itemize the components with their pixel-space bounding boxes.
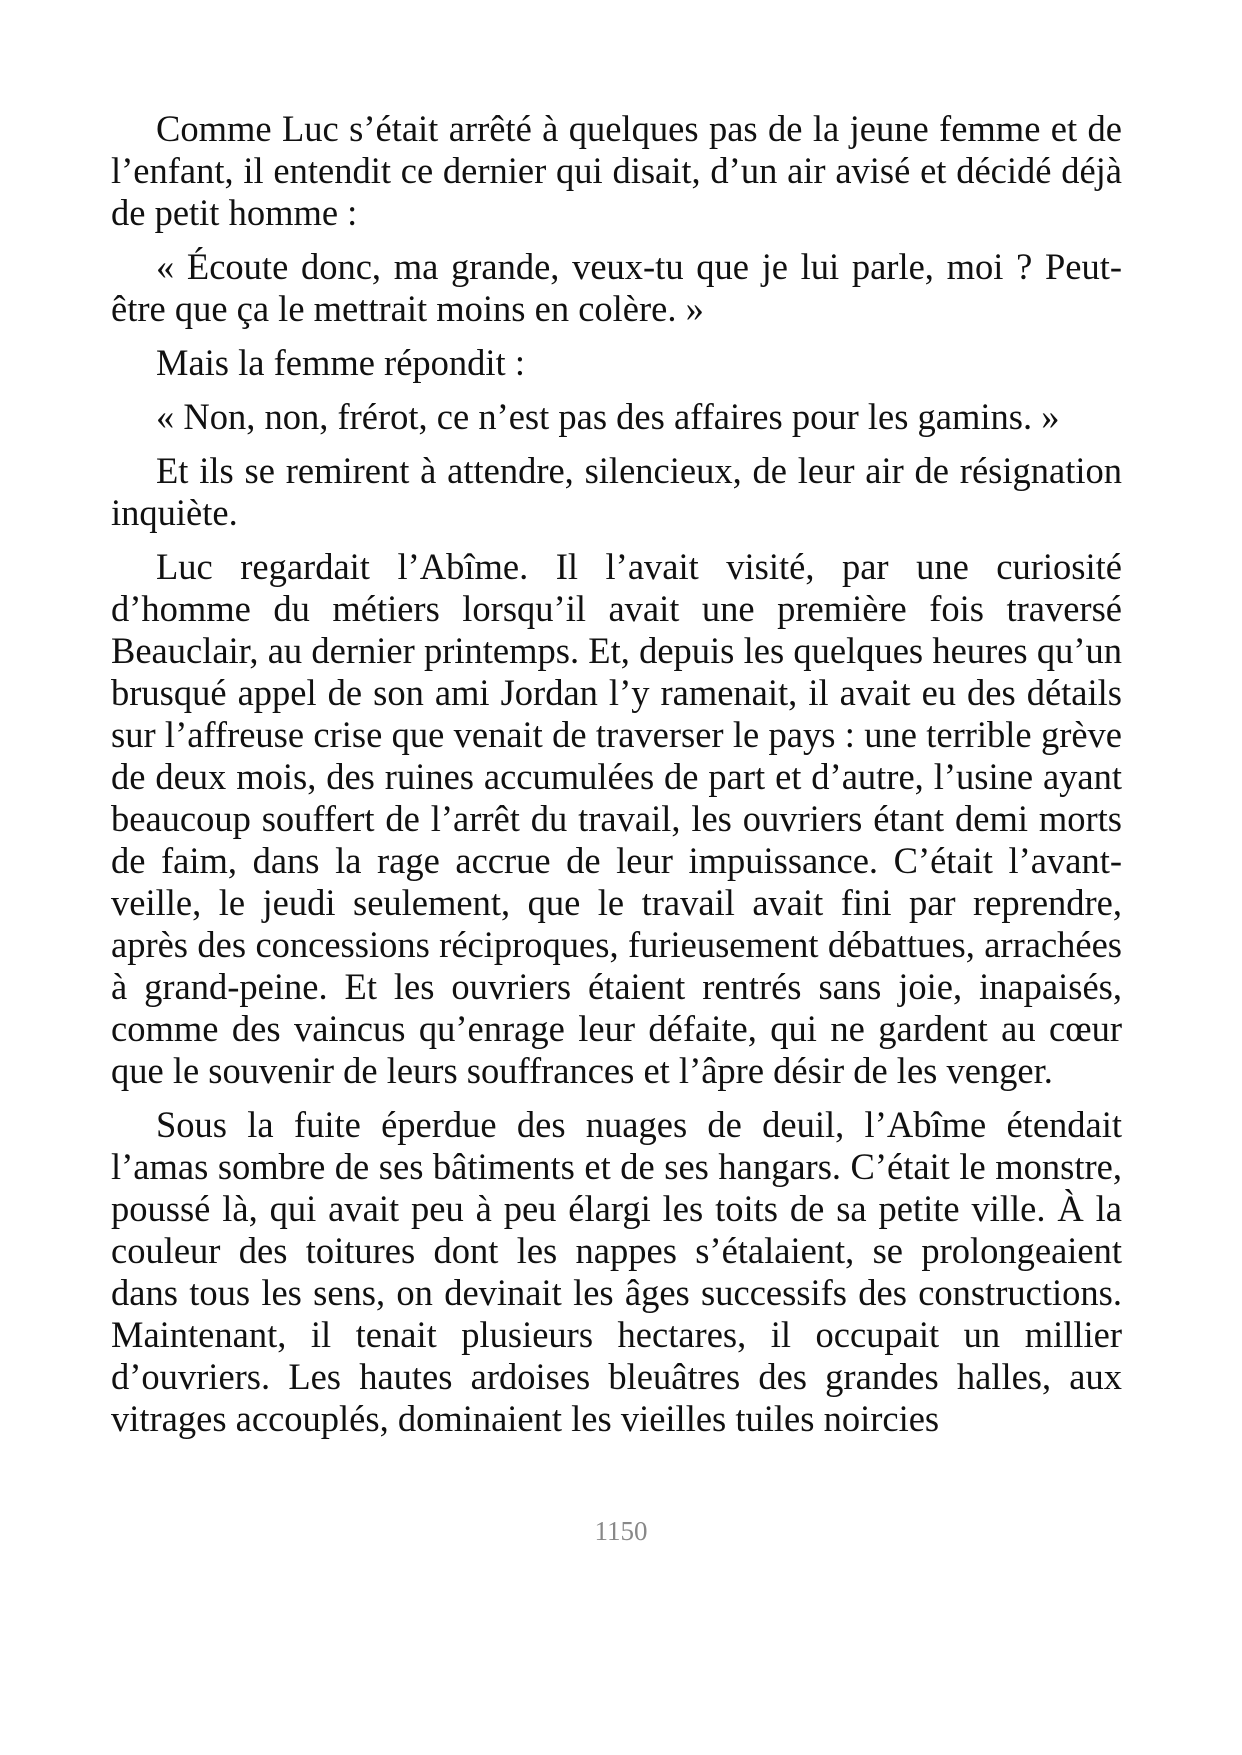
paragraph-1: Comme Luc s’était arrêté à quelques pas de la jeune femme et de l’enfant, il entendit ce dernier qui disait, d’un air avisé et décidé déjà de petit homme :	[111, 108, 1122, 233]
paragraph-5: Et ils se remirent à attendre, silencieux, de leur air de résignation inquiète.	[111, 450, 1122, 533]
paragraph-6: Luc regardait l’Abîme. Il l’avait visité, par une curiosité d’homme du métiers lorsqu’il avait une première fois traversé Beauclair, au dernier printemps. Et, depuis les quelques heures qu’un brusqué appel de son ami Jordan l’y ramenait, il avait eu des détails sur l’affreuse crise que venait de traverser le pays : une terrible grève de deux mois, des ruines accumulées de part et d’autre, l’usine ayant beaucoup souffert de l’arrêt du travail, les ouvriers étant demi morts de faim, dans la rage accrue de leur impuissance. C’était l’avant-veille, le jeudi seulement, que le travail avait fini par reprendre, après des concessions réciproques, furieusement débattues, arrachées à grand-peine. Et les ouvriers étaient rentrés sans joie, inapaisés, comme des vaincus qu’enrage leur défaite, qui ne gardent au cœur que le souvenir de leurs souffrances et l’âpre désir de les venger.	[111, 546, 1122, 1091]
paragraph-3: Mais la femme répondit :	[156, 342, 525, 383]
page-number: 1150	[594, 1516, 648, 1546]
paragraph-4: « Non, non, frérot, ce n’est pas des affaires pour les gamins. »	[156, 396, 1060, 437]
page-body	[111, 108, 1122, 1452]
paragraph-2: « Écoute donc, ma grande, veux-tu que je lui parle, moi ? Peut-être que ça le mettrait moins en colère. »	[111, 246, 1122, 329]
paragraph-7: Sous la fuite éperdue des nuages de deuil, l’Abîme étendait l’amas sombre de ses bâtiments et de ses hangars. C’était le monstre, poussé là, qui avait peu à peu élargi les toits de sa petite ville. À la couleur des toitures dont les nappes s’étalaient, se prolongeaient dans tous les sens, on devinait les âges successifs des constructions. Maintenant, il tenait plusieurs hectares, il occupait un millier d’ouvriers. Les hautes ardoises bleuâtres des grandes halles, aux vitrages accouplés, dominaient les vieilles tuiles noircies	[111, 1104, 1122, 1439]
